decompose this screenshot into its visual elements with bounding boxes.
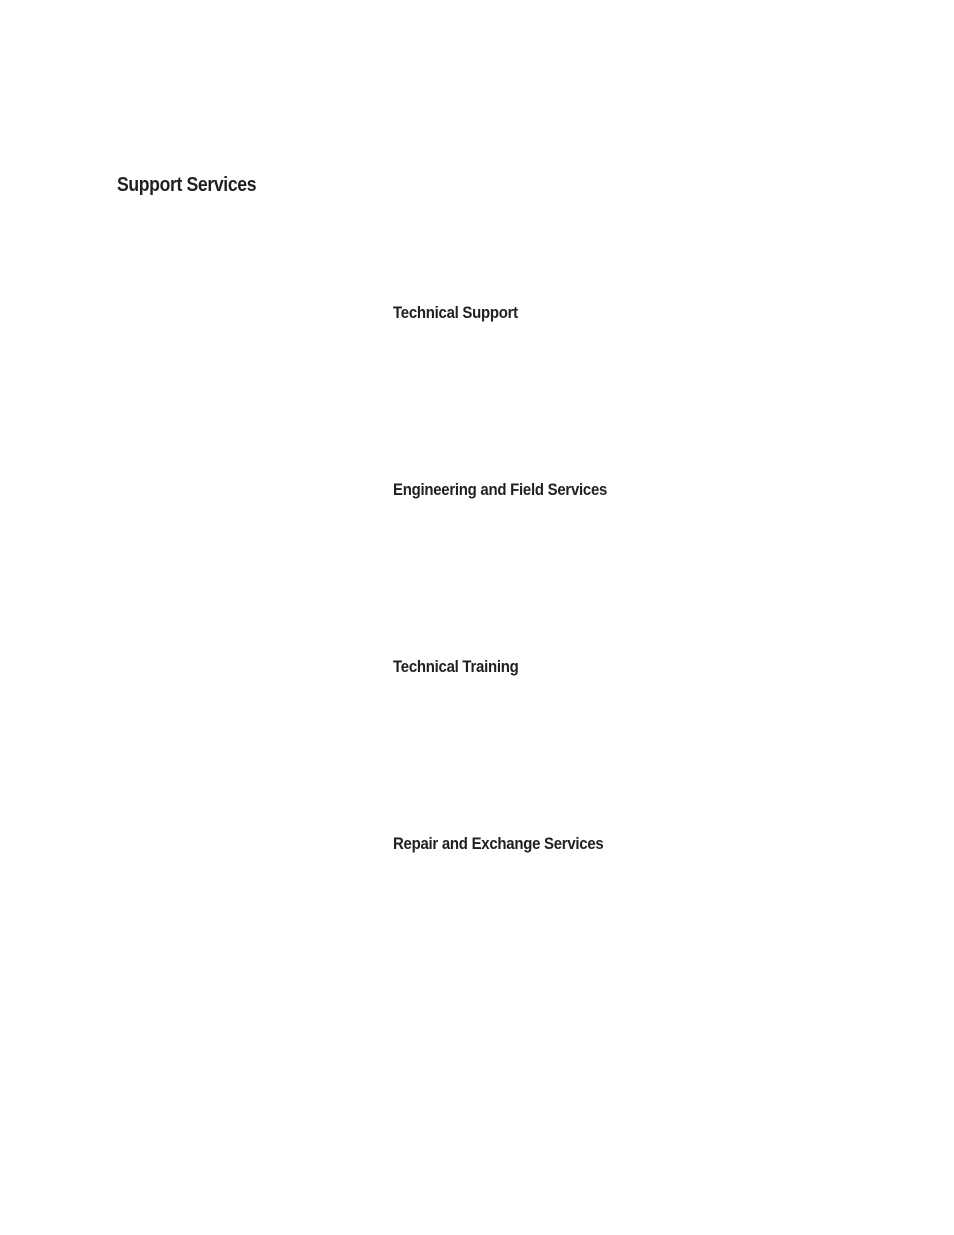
section-heading-technical-support: Technical Support: [393, 303, 518, 322]
section-heading-technical-training: Technical Training: [393, 657, 519, 676]
page-title: Support Services: [117, 174, 257, 196]
section-heading-engineering-field-services: Engineering and Field Services: [393, 480, 608, 499]
section-heading-repair-exchange-services: Repair and Exchange Services: [393, 834, 604, 853]
